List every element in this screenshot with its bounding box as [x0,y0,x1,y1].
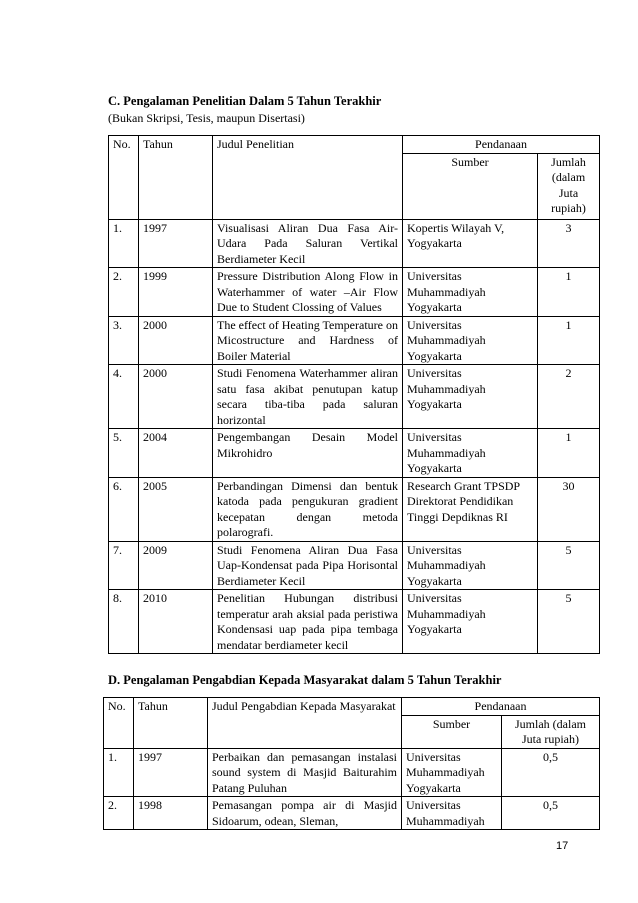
table-row [109,316,600,365]
table-row [109,477,600,541]
header-tahun: Tahun [139,136,213,220]
table-row [104,797,600,830]
row-judul: Studi Fenomena Aliran Dua Fasa Uap-Kondensat pada Pipa Horisontal Berdiameter Kecil [213,541,403,590]
row-jumlah: 30 [538,477,600,541]
row-sumber: Kopertis Wilayah V, Yogyakarta [403,219,538,268]
row-no: 1. [104,748,134,797]
header-jumlah: Jumlah (dalam Juta rupiah) [502,715,600,748]
row-sumber: Universitas Muhammadiyah Yogyakarta [402,748,502,797]
row-sumber: Universitas Muhammadiyah Yogyakarta [403,365,538,429]
row-judul: Perbaikan dan pemasangan instalasi sound system di Masjid Baiturahim Patang Puluhan [208,748,402,797]
row-sumber: Universitas Muhammadiyah Yogyakarta [403,590,538,654]
row-sumber: Universitas Muhammadiyah Yogyakarta [403,541,538,590]
header-judul: Judul Pengabdian Kepada Masyarakat [208,698,402,749]
row-tahun: 1997 [134,748,208,797]
row-no: 8. [109,590,139,654]
row-jumlah: 1 [538,429,600,478]
page-number: 17 [556,840,569,852]
row-no: 6. [109,477,139,541]
row-jumlah: 1 [538,316,600,365]
row-judul: Pemasangan pompa air di Masjid Sidoarum, odean, Sleman, [208,797,402,830]
row-jumlah: 2 [538,365,600,429]
row-judul: Penelitian Hubungan distribusi temperatur arah aksial pada peristiwa Kondensasi uap pada pipa tembaga mendatar berdiameter kecil [213,590,403,654]
table-row [109,365,600,429]
section-c-subtitle: (Bukan Skripsi, Tesis, maupun Disertasi) [108,111,305,125]
table-row [109,590,600,654]
table-row [109,268,600,317]
row-sumber: Universitas Muhammadiyah [402,797,502,830]
row-jumlah: 1 [538,268,600,317]
service-table [103,697,600,830]
table-row [109,219,600,268]
header-pendanaan: Pendanaan [403,136,600,154]
row-judul: Visualisasi Aliran Dua Fasa Air-Udara Pada Saluran Vertikal Berdiameter Kecil [213,219,403,268]
row-no: 2. [109,268,139,317]
header-jumlah: Jumlah (dalam Juta rupiah) [538,153,600,219]
row-tahun: 2000 [139,316,213,365]
row-jumlah: 5 [538,541,600,590]
row-jumlah: 3 [538,219,600,268]
section-d-title: D. Pengalaman Pengabdian Kepada Masyarakat dalam 5 Tahun Terakhir [108,673,502,687]
row-judul: Pengembangan Desain Model Mikrohidro [213,429,403,478]
row-tahun: 2005 [139,477,213,541]
row-judul: The effect of Heating Temperature on Micostructure and Hardness of Boiler Material [213,316,403,365]
row-judul: Perbandingan Dimensi dan bentuk katoda pada pengukuran gradient kecepatan dengan metoda polarografi. [213,477,403,541]
row-sumber: Research Grant TPSDP Direktorat Pendidikan Tinggi Depdiknas RI [403,477,538,541]
table-header-row [109,136,600,154]
section-c-title: C. Pengalaman Penelitian Dalam 5 Tahun Terakhir [108,94,382,108]
row-judul: Studi Fenomena Waterhammer aliran satu fasa akibat penutupan katup secara tiba-tiba pada saluran horizontal [213,365,403,429]
table-row [104,748,600,797]
table-header-row [104,698,600,716]
header-sumber: Sumber [403,153,538,219]
row-no: 7. [109,541,139,590]
row-sumber: Universitas Muhammadiyah Yogyakarta [403,268,538,317]
row-tahun: 2010 [139,590,213,654]
header-no: No. [104,698,134,749]
row-tahun: 1999 [139,268,213,317]
header-tahun: Tahun [134,698,208,749]
row-no: 1. [109,219,139,268]
table-row [109,429,600,478]
row-jumlah: 0,5 [502,748,600,797]
row-tahun: 2004 [139,429,213,478]
table-row [109,541,600,590]
row-sumber: Universitas Muhammadiyah Yogyakarta [403,316,538,365]
row-jumlah: 0,5 [502,797,600,830]
row-no: 5. [109,429,139,478]
row-tahun: 1997 [139,219,213,268]
row-tahun: 1998 [134,797,208,830]
row-jumlah: 5 [538,590,600,654]
row-tahun: 2009 [139,541,213,590]
row-tahun: 2000 [139,365,213,429]
header-sumber: Sumber [402,715,502,748]
row-sumber: Universitas Muhammadiyah Yogyakarta [403,429,538,478]
header-judul: Judul Penelitian [213,136,403,220]
row-no: 2. [104,797,134,830]
row-judul: Pressure Distribution Along Flow in Waterhammer of water –Air Flow Due to Student Clossing of Values [213,268,403,317]
row-no: 3. [109,316,139,365]
header-pendanaan: Pendanaan [402,698,600,716]
research-table [108,135,600,654]
header-no: No. [109,136,139,220]
row-no: 4. [109,365,139,429]
